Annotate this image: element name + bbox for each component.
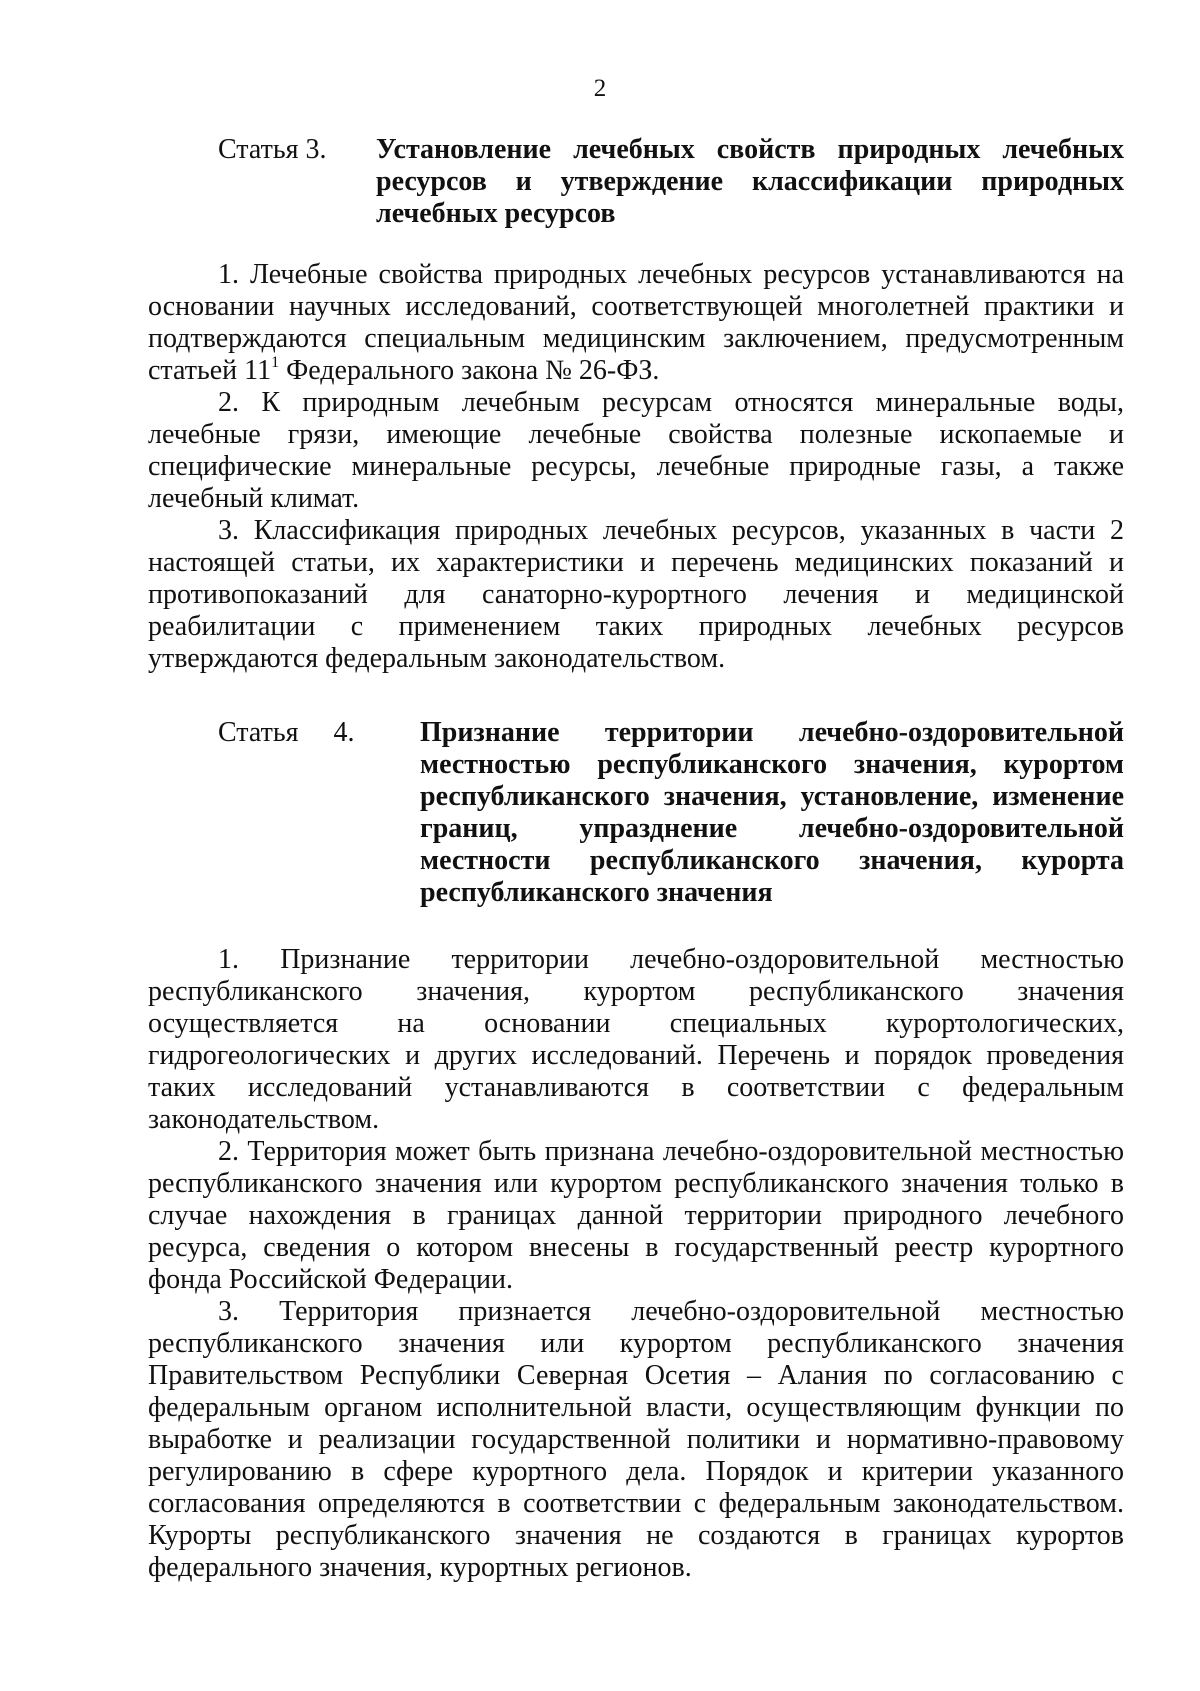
article-3-title: Установление лечебных свойств природных лечебных ресурсов и утверждение классификации природных лечебных ресурсов	[376, 134, 1124, 229]
article-3-paragraph-2: 2. К природным лечебным ресурсам относятся минеральные воды, лечебные грязи, имеющие лечебные свойства полезные ископаемые и специфические минеральные ресурсы, лечебные природные газы, а также лечебный климат.	[148, 387, 1124, 514]
article-4-body	[148, 944, 1124, 1584]
article-4-label: Статья 4.	[218, 717, 355, 748]
article-4-heading	[218, 717, 1124, 917]
article-3-paragraph-1-tail: Федерального закона № 26-ФЗ.	[279, 355, 660, 386]
page-number: 2	[593, 75, 607, 102]
article-3-body	[148, 259, 1124, 675]
footnote-superscript: 1	[271, 353, 280, 371]
article-4-paragraph-2: 2. Территория может быть признана лечебно-оздоровительной местностью республиканского значения или курортом республиканского значения только в случае нахождения в границах данной территории природного лечебного ресурса, сведения о котором внесены в государственный реестр курортного фонда Российской Федерации.	[148, 1136, 1124, 1295]
article-3-paragraph-1-text: 1. Лечебные свойства природных лечебных ресурсов устанавливаются на основании научных исследований, соответствующей многолетней практики и подтверждаются специальным медицинским заключением, предусмотренным статьей 11	[148, 259, 1124, 386]
article-3-heading	[218, 134, 1124, 234]
article-3-paragraph-3: 3. Классификация природных лечебных ресурсов, указанных в части 2 настоящей статьи, их характеристики и перечень медицинских показаний и противопоказаний для санаторно-курортного лечения и медицинской реабилитации с применением таких природных лечебных ресурсов утверждаются федеральным законодательством.	[148, 515, 1124, 674]
article-4-paragraph-1: 1. Признание территории лечебно-оздоровительной местностью республиканского значения, курортом республиканского значения осуществляется на основании специальных курортологических, гидрогеологических и других исследований. Перечень и порядок проведения таких исследований устанавливаются в соответствии с федеральным законодательством.	[148, 944, 1124, 1135]
article-4-paragraph-3: 3. Территория признается лечебно-оздоровительной местностью республиканского значения или курортом республиканского значения Правительством Республики Северная Осетия – Алания по согласованию с федеральным органом исполнительной власти, осуществляющим функции по выработке и реализации государственной политики и нормативно-правовому регулированию в сфере курортного дела. Порядок и критерии указанного согласования определяются в соответствии с федеральным законодательством. Курорты республиканского значения не создаются в границах курортов федерального значения, курортных регионов.	[148, 1296, 1124, 1583]
article-3-label: Статья 3.	[218, 134, 327, 165]
article-4-title: Признание территории лечебно-оздоровительной местностью республиканского значения, курортом республиканского значения, установление, изменение границ, упразднение лечебно-оздоровительной местности республиканского значения, курорта республиканского значения	[420, 717, 1124, 908]
article-3-paragraph-1	[148, 259, 1124, 387]
